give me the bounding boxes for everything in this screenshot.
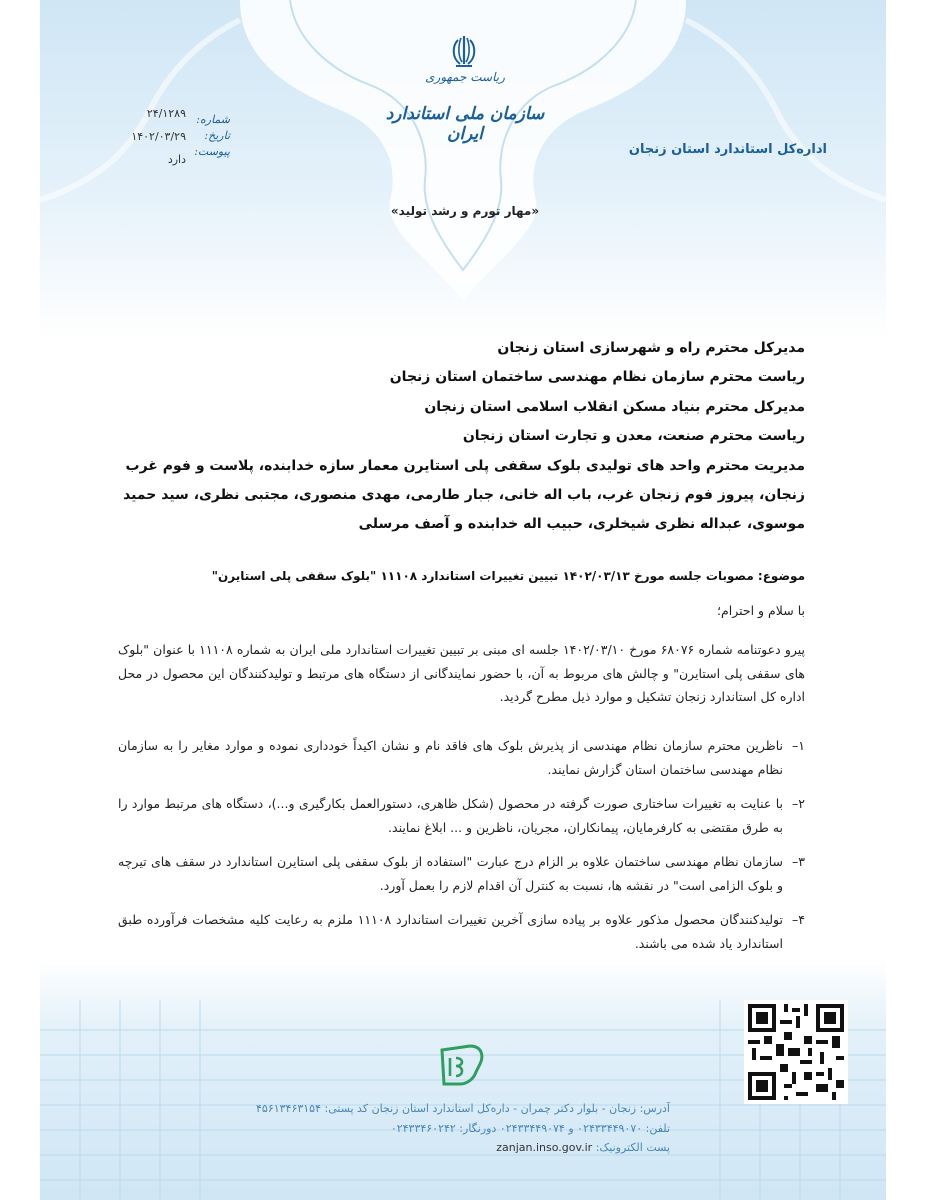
iran-emblem-icon [448,34,480,70]
item-number: ۴– [792,912,805,927]
letter-subject: موضوع: مصوبات جلسه مورخ ۱۴۰۲/۰۳/۱۳ تبیین تغییرات استاندارد ۱۱۱۰۸ "بلوک سقفی پلی استایرن" [211,569,805,583]
recipient-line: مدیرکل محترم راه و شهرسازی استان زنجان [497,340,805,356]
item-text: ناظرین محترم سازمان نظام مهندسی از پذیرش بلوک های فاقد نام و نشان اکیداً خودداری نموده و موارد مغایر را به سازمان نظام مهندسی ساختمان استان گزارش نمایند. [118,738,783,777]
footer-email-row [240,1138,670,1158]
letter-date: ۱۴۰۲/۰۳/۲۹ [131,130,186,143]
attachment-label: پیوست: [194,145,230,158]
recipients-block [105,334,805,540]
inso-logo-icon [438,1042,488,1090]
list-item [118,734,805,781]
website-link[interactable]: zanjan.inso.gov.ir [496,1141,593,1154]
date-label: تاریخ: [204,129,230,142]
department-name: اداره‌کل استاندارد استان زنجان [628,142,827,157]
recipient-line: مدیریت محترم واحد های تولیدی بلوک سقفی پلی استایرن معمار سازه خدابنده، پلاست و فوم غرب زنجان، پیروز فوم زنجان غرب، باب اله خانی، جبار طارمی، مهدی منصوری، مجتبی نظری، سید حمید موسوی، عبداله نظری شیخلری، حبیب اله خدابنده و آصف مرسلی [123,457,805,533]
recipient-line: ریاست محترم سازمان نظام مهندسی ساختمان استان زنجان [389,369,805,386]
list-item [118,850,805,897]
letter-number: ۲۴/۱۲۸۹ [146,107,186,120]
greeting: با سلام و احترام؛ [717,603,805,618]
footer-phone: تلفن: ۰۲۴۳۳۴۴۹۰۷۰ و ۰۲۴۳۳۴۴۹۰۷۴ دورنگار: ۰۲۴۳۳۴۶۰۲۴۲ [390,1121,670,1135]
org-line-inso: سازمان ملی استاندارد ایران [385,104,545,144]
list-item [118,792,805,839]
item-text: سازمان نظام مهندسی ساختمان علاوه بر الزام درج عبارت "استفاده از بلوک سقفی پلی استایرن استاندارد در سقف های تیرچه و بلوک الزامی است" در نقشه ها، نسبت به کنترل آن اقدام لازم را بعمل آورد. [118,854,783,893]
decisions-list [118,734,805,966]
email-label: پست الکترونیک: [595,1141,670,1154]
qr-code [744,1000,848,1104]
item-number: ۱– [792,738,805,753]
year-motto: «مهار تورم و رشد تولید» [390,204,540,218]
item-text: تولیدکنندگان محصول مذکور علاوه بر پیاده سازی آخرین تغییرات استاندارد ۱۱۱۰۸ ملزم به رعایت کلیه مشخصات فرآورده طبق استاندارد یاد شده می باشند. [118,912,783,951]
letter-attachment: دارد [167,153,186,166]
item-number: ۲– [792,796,805,811]
item-number: ۳– [792,854,805,869]
footer-address: آدرس: زنجان - بلوار دکتر چمران - داره‌کل استاندارد استان زنجان کد پستی: ۴۵۶۱۳۴۶۳۱۵۴ [256,1102,670,1115]
letter-meta-values [110,102,186,171]
list-item [118,908,805,955]
number-label: شماره: [196,113,230,126]
qr-code-graphic [744,1000,848,1104]
item-text: با عنایت به تغییرات ساختاری صورت گرفته در محصول (شکل ظاهری، دستورالعمل بکارگیری و...)، دستگاه های مرتبط موارد را به طرق مقتضی به کارفرمایان، پیمانکاران، مجریان، ناظرین و ... ابلاغ نمایند. [118,796,783,835]
recipient-line: ریاست محترم صنعت، معدن و تجارت استان زنجان [462,428,805,445]
org-line-presidency: ریاست جمهوری [425,70,505,84]
recipient-line: مدیرکل محترم بنیاد مسکن انقلاب اسلامی استان زنجان [424,398,805,415]
footer-contact [240,1099,670,1158]
letter-meta-labels [190,112,230,160]
intro-paragraph: پیرو دعوتنامه شماره ۶۸۰۷۶ مورخ ۱۴۰۲/۰۳/۱۰ جلسه ای مبنی بر تبیین تغییرات استاندارد ملی ایران به شماره ۱۱۱۰۸ با عنوان "بلوک های سقفی پلی استایرن" و چالش های مربوط به آن، با حضور نمایندگانی از دستگاه های مرتبط و تولیدکنندگان این محصول در محل اداره کل استاندارد زنجان تشکیل و موارد ذیل مطرح گردید. [118,642,806,704]
